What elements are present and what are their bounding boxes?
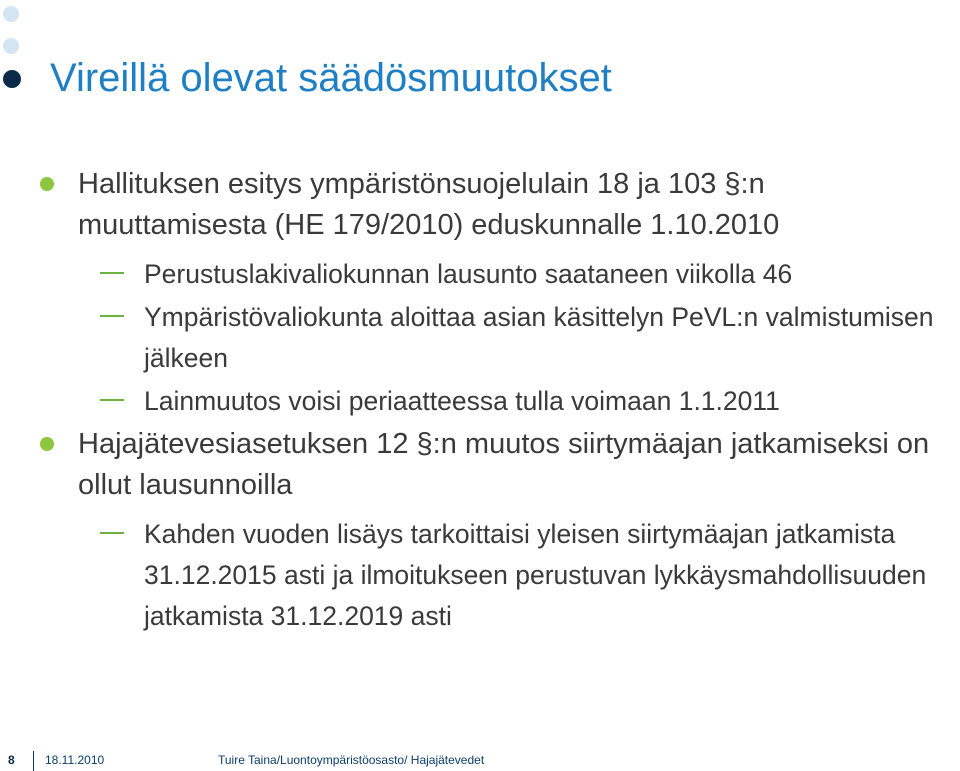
sub-bullet-text: Perustuslakivaliokunnan lausunto saataneen viikolla 46 (144, 259, 793, 289)
dash-icon (100, 315, 124, 317)
bullet-text: Hajajätevesiasetuksen 12 §:n muutos siirtymäajan jatkamiseksi on ollut lausunnoilla (78, 428, 930, 501)
dash-icon (100, 532, 124, 534)
sub-bullet-item-2-1 (144, 514, 944, 637)
bullet-item-2 (78, 424, 948, 506)
slide-footer (0, 751, 960, 771)
slide-title: Vireillä olevat säädösmuutokset (50, 56, 612, 100)
sub-bullet-item-1-3 (144, 381, 944, 422)
dash-icon (100, 399, 124, 401)
decor-dot-light-2 (3, 38, 19, 54)
bullet-dot-icon (40, 177, 54, 191)
sub-bullet-text: Lainmuutos voisi periaatteessa tulla voimaan 1.1.2011 (144, 386, 780, 416)
bullet-text: Hallituksen esitys ympäristönsuojelulain 18 ja 103 §:n muuttamisesta (HE 179/2010) eduskunnalle 1.10.2010 (78, 168, 780, 241)
slide-content (0, 164, 960, 637)
page-number: 8 (8, 753, 15, 767)
sub-bullet-item-1-2 (144, 297, 944, 379)
dash-icon (100, 272, 124, 274)
sub-bullet-text: Ympäristövaliokunta aloittaa asian käsittelyn PeVL:n valmistumisen jälkeen (144, 302, 934, 373)
bullet-item-1 (78, 164, 948, 246)
sub-bullet-text: Kahden vuoden lisäys tarkoittaisi yleisen siirtymäajan jatkamista 31.12.2015 asti ja ilmoitukseen perustuvan lykkäysmahdollisuuden jatkamista 31.12.2019 asti (144, 519, 927, 631)
footer-divider (33, 751, 34, 771)
footer-author: Tuire Taina/Luontoympäristöosasto/ Hajajätevedet (218, 753, 485, 767)
footer-date: 18.11.2010 (45, 753, 105, 767)
decor-dot-dark (3, 70, 21, 88)
decor-dot-light-1 (3, 6, 19, 22)
bullet-dot-icon (40, 437, 54, 451)
sub-bullet-item-1-1 (144, 254, 944, 295)
